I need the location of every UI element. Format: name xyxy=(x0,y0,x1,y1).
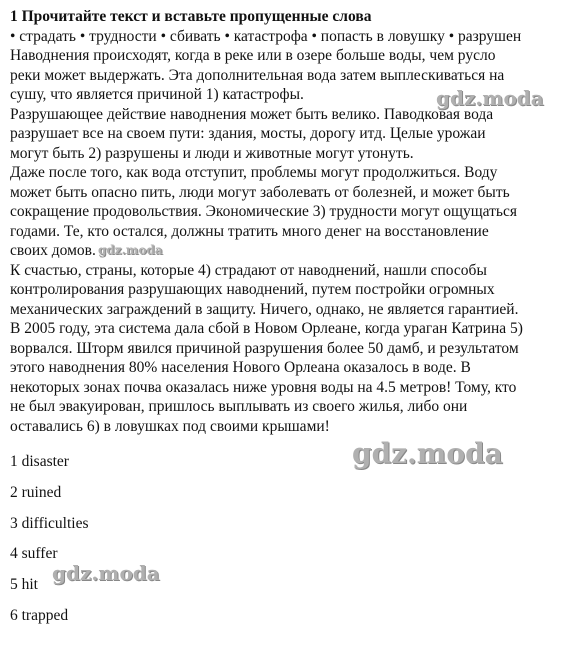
text-line: этого наводнения 80% населения Нового Орлеана оказалось в воде. В xyxy=(10,359,471,376)
text-line: годами. Те, кто остался, должны тратить много денег на восстановление xyxy=(10,222,489,240)
text-line: К счастью, страны, которые 4) страдают от наводнений, нашли способы xyxy=(10,261,487,279)
answer-item: 3 difficulties xyxy=(10,514,89,532)
text-line: Наводнения происходят, когда в реке или в озере больше воды, чем русло xyxy=(10,47,496,64)
answer-list xyxy=(10,452,310,637)
text-line: разрушает все на своем пути: здания, мосты, дорогу итд. Целые урожаи xyxy=(10,125,486,142)
answer-item: 2 ruined xyxy=(10,483,62,501)
text-line: Разрушающее действие наводнения может быть велико. Паводковая вода xyxy=(10,105,494,123)
text-line: могут быть 2) разрушены и люди и животные могут утонуть. xyxy=(10,144,414,162)
watermark: gdz.moda xyxy=(98,243,163,257)
answer-item: 4 suffer xyxy=(10,545,58,563)
answer-item: 5 hit xyxy=(10,576,38,594)
word-bank: • страдать • трудности • сбивать • катастрофа • попасть в ловушку • разрушен xyxy=(10,27,522,45)
text-line: своих домов. xyxy=(10,242,96,259)
text-line: не был эвакуирован, пришлось выплывать из своего жилья, либо они xyxy=(10,398,468,415)
text-line: может быть опасно пить, люди могут заболевать от болезней, и может быть xyxy=(10,183,510,201)
text-line: реки может выдержать. Эта дополнительная вода затем выплескиваться на xyxy=(10,66,505,84)
answer-item: 1 disaster xyxy=(10,453,69,470)
text-line: сокращение продовольствия. Экономические 3) трудности могут ощущаться xyxy=(10,203,517,220)
exercise-text xyxy=(10,7,580,436)
text-line: Даже после того, как вода отступит, проблемы могут продолжиться. Воду xyxy=(10,164,498,181)
watermark: gdz.moda xyxy=(52,561,160,585)
text-line: контролирования разрушающих наводнений, путем постройки огромных xyxy=(10,281,495,298)
text-line: некоторых зонах почва оказалась ниже уровня воды на 4.5 метров! Тому, кто xyxy=(10,378,517,396)
text-line: ворвался. Шторм явился причиной разрушения более 50 дамб, и результатом xyxy=(10,339,519,357)
watermark: gdz.moda xyxy=(436,86,544,110)
watermark: gdz.moda xyxy=(352,437,503,470)
text-line: механических заграждений в защиту. Ничего, однако, не является гарантией. xyxy=(10,300,519,318)
answer-item: 6 trapped xyxy=(10,606,69,624)
text-line: оставались 6) в ловушках под своими крышами! xyxy=(10,417,330,435)
text-line: В 2005 году, эта система дала сбой в Новом Орлеане, когда ураган Катрина 5) xyxy=(10,320,523,337)
text-line: сушу, что является причиной 1) катастрофы. xyxy=(10,86,304,103)
exercise-title: 1 Прочитайте текст и вставьте пропущенные слова xyxy=(10,8,372,25)
